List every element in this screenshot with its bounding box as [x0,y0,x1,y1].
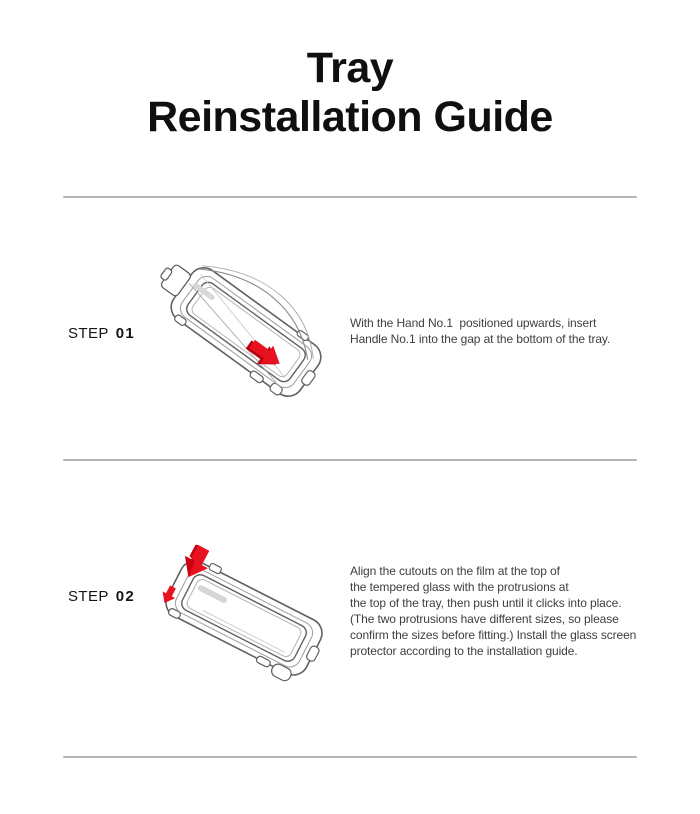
step-1-instructions [350,315,610,347]
tray-step2-illustration [148,540,334,686]
tray-outer-outline [161,556,327,680]
divider-bottom [63,756,637,758]
step-1-number: 01 [115,325,135,342]
tray-step1-illustration [146,258,344,410]
step-1-instruction-line: Handle No.1 into the gap at the bottom of the tray. [350,332,611,346]
step-2-instruction-line: Align the cutouts on the film at the top of [350,564,560,578]
step-1-label-word: STEP [68,325,109,342]
step-2-instruction-line: protector according to the installation guide. [350,644,578,658]
step-2-instruction-line: the top of the tray, then push until it clicks into place. [350,596,622,610]
page-title-line-1: Tray [306,44,394,92]
step-2-instructions [350,563,636,659]
step-2-label [68,588,135,605]
step-2-instruction-line: confirm the sizes before fitting.) Install the glass screen [350,628,637,642]
step-1-label [68,325,135,342]
page-title [0,44,700,142]
step-2-label-word: STEP [68,588,109,605]
tray-step1-drawing [146,258,344,410]
tray-step2-drawing [148,540,334,686]
step-2-instruction-line: the tempered glass with the protrusions at [350,580,569,594]
step-1-instruction-line: With the Hand No.1 positioned upwards, insert [350,316,597,330]
page-title-line-2: Reinstallation Guide [147,93,553,141]
divider-top [63,196,637,198]
step-2-number: 02 [115,588,135,605]
step-2-instruction-line: (The two protrusions have different sizes, so please [350,612,619,626]
divider-middle [63,459,637,461]
